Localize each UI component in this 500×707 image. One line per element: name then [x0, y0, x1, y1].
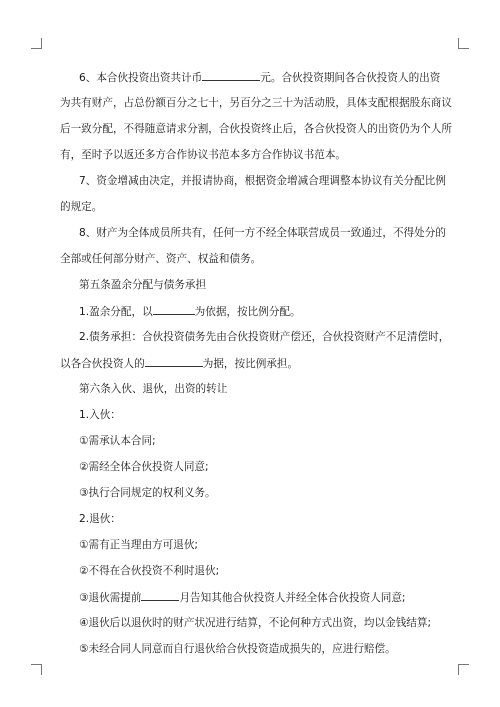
fill-blank: [153, 304, 195, 315]
paragraph-6-line-1: [79, 70, 445, 85]
section-5-title: 第五条盈余分配与债务承担: [79, 279, 207, 291]
crop-mark-top-left: [31, 38, 42, 49]
section-6-join-heading: 1.入伙：: [79, 409, 121, 421]
crop-mark-bottom-right: [458, 664, 469, 675]
paragraph-7-line-1: 7、资金增减由决定，并报请协商，根据资金增减合理调整本协议有关分配比例: [79, 175, 446, 187]
fill-blank: [202, 70, 260, 81]
quit-condition-5: ⑤未经合同人同意而自行退伙给合伙投资造成损失的，应进行赔偿。: [79, 643, 396, 655]
text: 为据，按比例承担。: [202, 358, 299, 370]
quit-condition-4: ④退伙后以退伙时的财产状况进行结算，不论何种方式出资，均以金钱结算;: [79, 617, 432, 629]
join-condition-2: ②需经全体合伙投资人同意;: [79, 461, 209, 473]
text: 元。合伙投资期间各合伙投资人的出资: [260, 72, 441, 84]
quit-condition-1: ①需有正当理由方可退伙;: [79, 539, 199, 551]
paragraph-6-line-2: 为共有财产，占总份额百分之七十，另百分之三十为活动股，具体支配根据股东商议: [60, 97, 452, 109]
paragraph-8-line-1: 8、财产为全体成员所共有，任何一方不经全体联营成员一致通过，不得处分的: [79, 227, 446, 239]
quit-condition-3: [79, 590, 445, 605]
text: 为依据，按比例分配。: [194, 306, 301, 318]
text: ③退伙需提前: [79, 592, 142, 604]
join-condition-1: ①需承认本合同;: [79, 435, 156, 447]
fill-blank: [141, 590, 179, 601]
paragraph-7-line-2: 的规定。: [60, 201, 103, 213]
text: 月告知其他合伙投资人并经全体合伙投资人同意;: [179, 592, 406, 604]
quit-condition-2: ②不得在合伙投资不利时退伙;: [79, 565, 220, 577]
section-6-title: 第六条入伙、退伙，出资的转让: [79, 383, 228, 395]
section-5-item-2-line-2: [60, 356, 445, 371]
crop-mark-bottom-left: [31, 664, 42, 675]
fill-blank: [145, 356, 203, 367]
section-5-item-2-line-1: 2.债务承担：合伙投资债务先由合伙投资财产偿还，合伙投资财产不足清偿时，: [79, 331, 450, 343]
section-5-item-1: [79, 304, 445, 319]
paragraph-6-line-3: 后一致分配，不得随意请求分割，合伙投资终止后，各合伙投资人的出资仍为个人所: [60, 123, 452, 135]
paragraph-6-line-4: 有，至时予以返还多方合作协议书范本多方合作协议书范本。: [60, 149, 347, 161]
text: 以各合伙投资人的: [60, 358, 145, 370]
paragraph-8-line-2: 全部或任何部分财产、资产、权益和债务。: [60, 253, 262, 265]
text: 1.盈余分配，以: [79, 306, 153, 318]
section-6-quit-heading: 2.退伙：: [79, 513, 121, 525]
text: 6、本合伙投资出资共计币: [79, 72, 203, 84]
crop-mark-top-right: [458, 38, 469, 49]
join-condition-3: ③执行合同规定的权利义务。: [79, 487, 216, 499]
